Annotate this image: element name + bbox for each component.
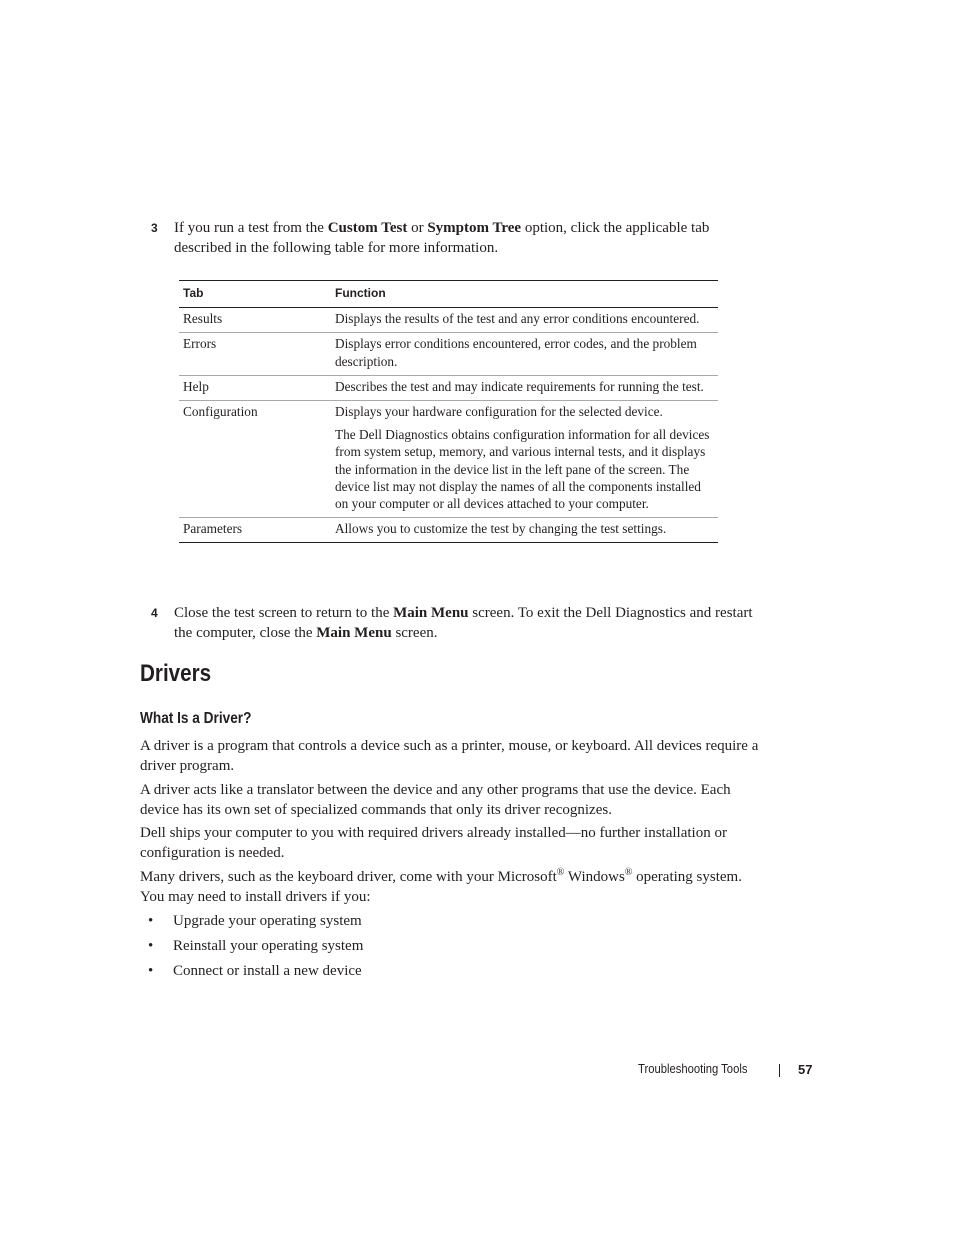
footer-section-title: Troubleshooting Tools bbox=[638, 1062, 748, 1076]
paragraph: Many drivers, such as the keyboard driver, come with your Microsoft® Windows® operating system. You may need to install drivers if you: bbox=[140, 867, 742, 905]
table-row bbox=[179, 308, 718, 333]
table-row bbox=[179, 333, 718, 375]
column-header-tab: Tab bbox=[179, 281, 331, 308]
main-menu-label: Main Menu bbox=[316, 624, 392, 641]
list-item: • Upgrade your operating system bbox=[148, 912, 362, 932]
main-menu-label: Main Menu bbox=[393, 605, 469, 621]
list-item: • Reinstall your operating system bbox=[148, 937, 363, 957]
paragraph: A driver acts like a translator between the device and any other programs that use the device. Each device has its own set of specialized commands that only its driver recognizes. bbox=[140, 782, 731, 818]
registered-mark: ® bbox=[624, 867, 633, 878]
step-3 bbox=[151, 219, 761, 258]
paragraph: A driver is a program that controls a device such as a printer, mouse, or keyboard. All devices require a driver program. bbox=[140, 738, 759, 774]
symptom-tree-label: Symptom Tree bbox=[427, 220, 522, 236]
section-heading: Drivers bbox=[140, 660, 212, 687]
table-row bbox=[179, 375, 718, 400]
tab-cell: Parameters bbox=[179, 518, 331, 543]
tab-cell: Results bbox=[179, 308, 331, 333]
function-cell: Allows you to customize the test by changing the test settings. bbox=[331, 518, 718, 543]
step-4 bbox=[151, 604, 761, 643]
footer-divider bbox=[779, 1064, 780, 1077]
column-header-function: Function bbox=[331, 281, 718, 308]
bullet-icon: • bbox=[148, 963, 154, 979]
page-number: 57 bbox=[798, 1062, 813, 1077]
tab-cell: Configuration bbox=[179, 401, 331, 518]
step-text: If you run a test from the Custom Test or Symptom Tree option, click the applicable tab described in the following table for more information. bbox=[174, 220, 710, 256]
bullet-icon: • bbox=[148, 913, 154, 929]
table-row bbox=[179, 401, 718, 518]
step-number: 3 bbox=[151, 221, 158, 235]
function-cell: Displays the results of the test and any error conditions encountered. bbox=[331, 308, 718, 333]
table-header-row bbox=[179, 281, 718, 308]
list-item: • Connect or install a new device bbox=[148, 962, 362, 982]
function-cell: Displays your hardware configuration for the selected device. The Dell Diagnostics obtains configuration information for all devices from system setup, memory, and various internal tests, and it displays the information in the device list in the left pane of the screen. The device list may not display the names of all the components installed on your computer or all devices attached to your computer. bbox=[331, 401, 718, 518]
registered-mark: ® bbox=[556, 867, 565, 878]
tab-function-table bbox=[179, 280, 718, 543]
tab-cell: Help bbox=[179, 375, 331, 400]
table-row bbox=[179, 518, 718, 543]
tab-cell: Errors bbox=[179, 333, 331, 375]
function-cell: Describes the test and may indicate requirements for running the test. bbox=[331, 375, 718, 400]
step-text: Close the test screen to return to the Main Menu screen. To exit the Dell Diagnostics and restart the computer, close the Main Menu screen. bbox=[174, 605, 753, 641]
bullet-icon: • bbox=[148, 938, 154, 954]
custom-test-label: Custom Test bbox=[327, 220, 408, 236]
function-cell: Displays error conditions encountered, error codes, and the problem description. bbox=[331, 333, 718, 375]
step-number: 4 bbox=[151, 606, 158, 620]
paragraph: Dell ships your computer to you with required drivers already installed—no further installation or configuration is needed. bbox=[140, 825, 727, 861]
subsection-heading: What Is a Driver? bbox=[140, 710, 252, 727]
